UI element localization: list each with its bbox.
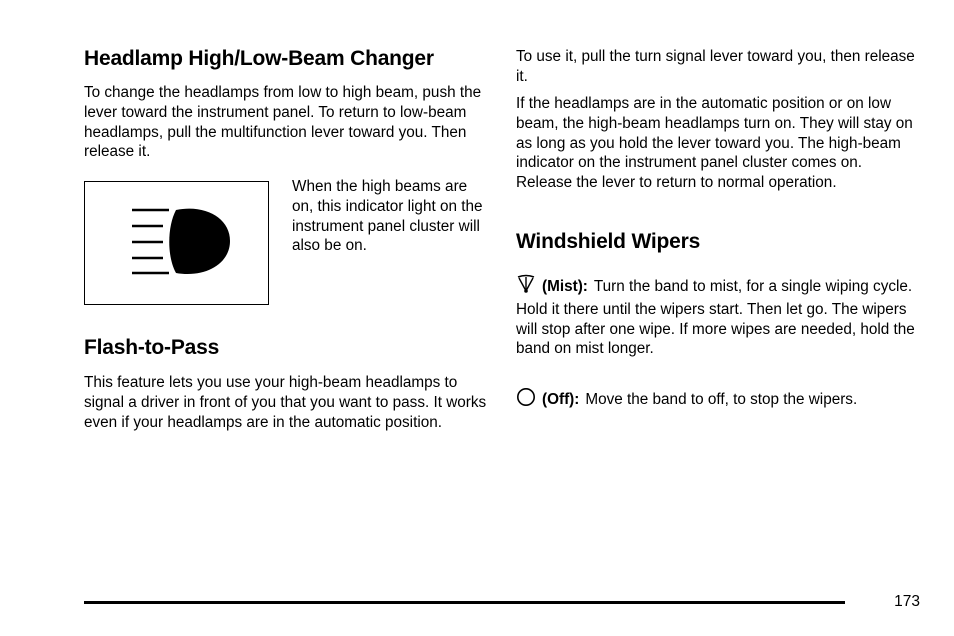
- figure-caption: When the high beams are on, this indicator light on the instrument panel cluster will also be on.: [292, 178, 483, 255]
- section-heading-headlamp-changer: Headlamp High/Low-Beam Changer: [84, 47, 434, 70]
- high-beam-indicator-figure: [84, 181, 269, 305]
- off-label: (Off):: [542, 391, 580, 408]
- page-number: 173: [894, 593, 920, 610]
- section-heading-flash-to-pass: Flash-to-Pass: [84, 336, 220, 359]
- section-heading-windshield-wipers: Windshield Wipers: [516, 230, 701, 253]
- off-circle-icon: [516, 387, 536, 413]
- wiper-mist-icon: [516, 274, 536, 300]
- mist-description: Turn the band to mist, for a single wiping cycle. Hold it there until the wipers start. Then let go. The wipers will stop after one wipe. If more wipes are needed, hold the band on mist longer.: [516, 278, 915, 358]
- wiper-item-off: [516, 387, 916, 413]
- footer-rule: [84, 601, 845, 604]
- paragraph-automatic-position: If the headlamps are in the automatic position or on low beam, the high-beam headlamps turn on. They will stay on as long as you hold the lever toward you. The high-beam indicator on the instrument panel cluster comes on. Release the lever to return to normal operation.: [516, 95, 913, 192]
- section-body-flash-to-pass: This feature lets you use your high-beam headlamps to signal a driver in front of you that you want to pass. It works even if your headlamps are in the automatic position.: [84, 374, 487, 431]
- wiper-item-mist: [516, 274, 916, 359]
- high-beam-indicator-icon: [85, 182, 268, 304]
- off-description: Move the band to off, to stop the wipers.: [585, 391, 858, 408]
- section-body-headlamp-changer: To change the headlamps from low to high beam, push the lever toward the instrument panel. To return to low-beam headlamps, pull the multifunction lever toward you. Then release it.: [84, 84, 482, 161]
- mist-label: (Mist):: [542, 278, 588, 295]
- paragraph-use-lever: To use it, pull the turn signal lever toward you, then release it.: [516, 48, 915, 85]
